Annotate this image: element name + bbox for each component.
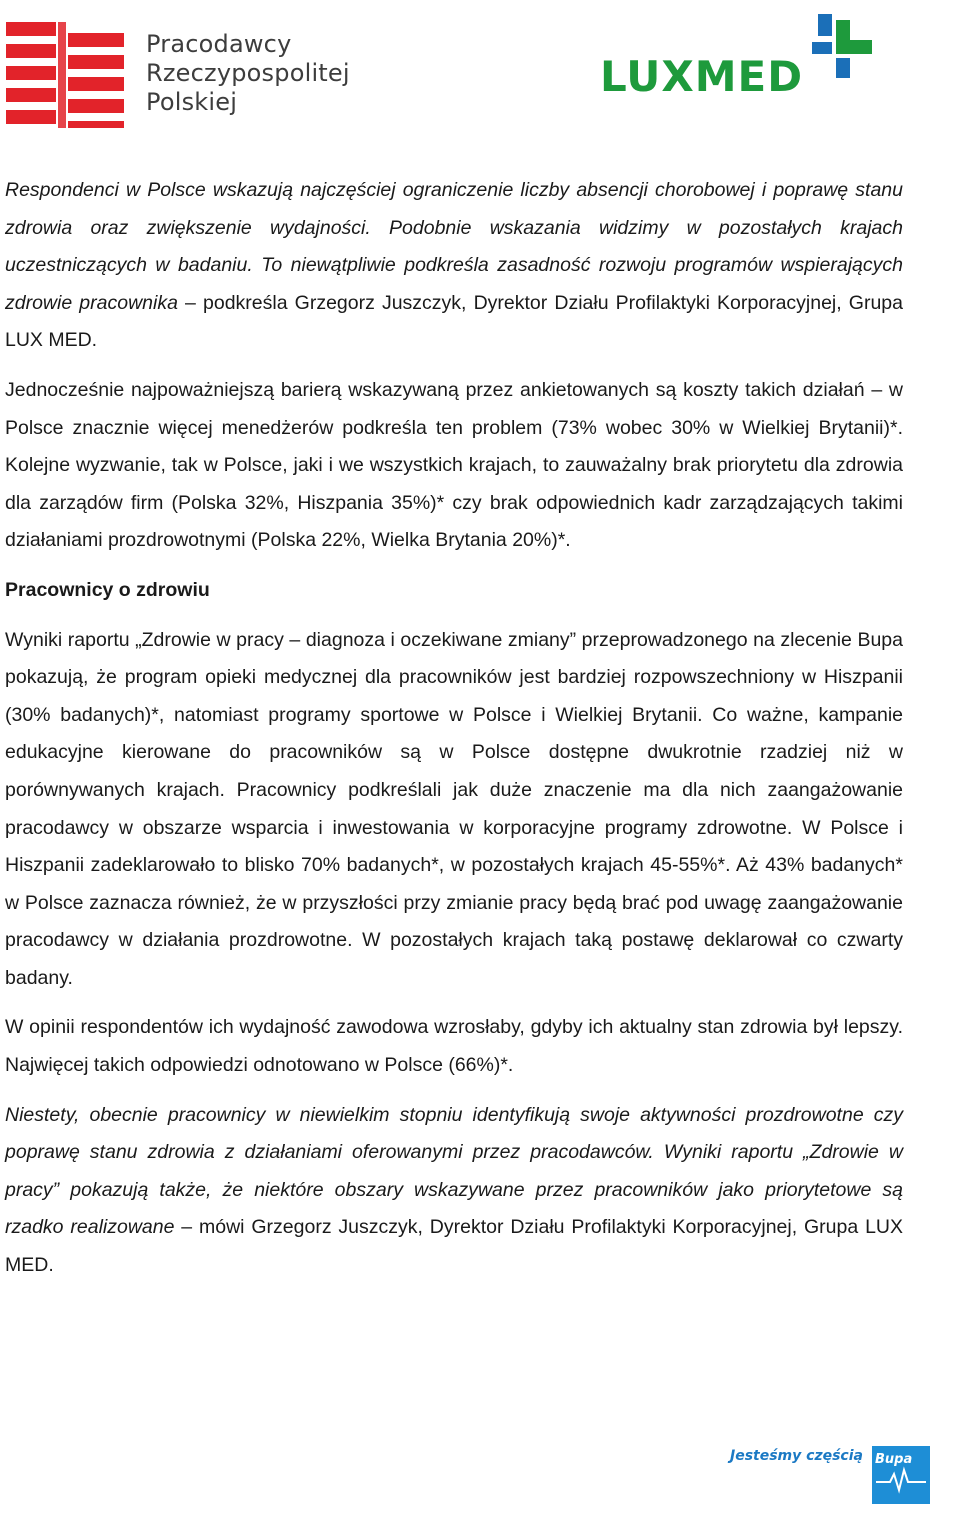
bupa-logo-text: Bupa xyxy=(875,1452,913,1467)
prp-logo xyxy=(6,22,366,132)
paragraph-barriers: Jednocześnie najpoważniejszą barierą wskazywaną przez ankietowanych są koszty takich działań – w Polsce znacznie więcej menedżerów podkreśla ten problem (73% wobec 30% w Wielkiej Brytanii)*. Kolejne wyzwanie, tak w Polsce, jaki i we wszystkich krajach, to zauważalny brak priorytetu dla zdrowia dla zarządów firm (Polska 32%, Hiszpania 35%)* czy brak odpowiednich kadr zarządzających takimi działaniami prozdrowotnymi (Polska 22%, Wielka Brytania 20%)*. xyxy=(5,378,903,552)
luxmed-cross-icon xyxy=(812,14,876,78)
paragraph-productivity: W opinii respondentów ich wydajność zawodowa wzrosłaby, gdyby ich aktualny stan zdrowia był lepszy. Najwięcej takich odpowiedzi odnotowano w Polsce (66%)*. xyxy=(5,1016,903,1077)
bupa-logo-box xyxy=(872,1446,930,1504)
prp-logo-text xyxy=(146,30,350,117)
luxmed-logo-text: LUXMED xyxy=(600,52,804,101)
bupa-badge xyxy=(730,1444,930,1506)
prp-logo-line-2: Rzeczypospolitej xyxy=(146,59,350,87)
heartbeat-icon xyxy=(872,1446,930,1504)
luxmed-logo xyxy=(600,14,890,100)
article-body xyxy=(5,172,903,1297)
paragraph-quote-2-attribution: – mówi Grzegorz Juszczyk, Dyrektor Działu Profilaktyki Korporacyjnej, Grupa LUX MED. xyxy=(5,1216,903,1277)
paragraph-quote-2 xyxy=(5,1097,903,1285)
paragraph-quote-2-italic: Niestety, obecnie pracownicy w niewielkim stopniu identyfikują swoje aktywności prozdrowotne czy poprawę stanu zdrowia z działaniami oferowanymi przez pracodawców. Wyniki raportu „Zdrowie w pracy” pokazują także, że niektóre obszary wskazywane przez pracowników jako priorytetowe są rzadko realizowane xyxy=(5,1103,903,1239)
paragraph-quote-1-attribution: – podkreśla Grzegorz Juszczyk, Dyrektor Działu Profilaktyki Korporacyjnej, Grupa LUX MED. xyxy=(5,291,903,352)
prp-flag-icon xyxy=(6,22,124,128)
paragraph-quote-1 xyxy=(5,172,903,360)
prp-logo-line-1: Pracodawcy xyxy=(146,30,292,58)
prp-logo-line-3: Polskiej xyxy=(146,88,238,116)
bupa-slogan: Jesteśmy częścią xyxy=(730,1448,863,1464)
paragraph-quote-1-italic: Respondenci w Polsce wskazują najczęściej ograniczenie liczby absencji chorobowej i poprawę stanu zdrowia oraz zwiększenie wydajności. Podobnie wskazania widzimy w pozostałych krajach uczestniczących w badaniu. To niewątpliwie podkreśla zasadność rozwoju programów wspierających zdrowie pracownika xyxy=(5,179,903,314)
section-heading: Pracownicy o zdrowiu xyxy=(5,578,210,601)
paragraph-report: Wyniki raportu „Zdrowie w pracy – diagnoza i oczekiwane zmiany” przeprowadzonego na zlecenie Bupa pokazują, że program opieki medycznej dla pracowników jest bardziej rozpowszechniony w Hiszpanii (30% badanych)*, natomiast programy sportowe w Polsce i Wielkiej Brytanii. Co ważne, kampanie edukacyjne kierowane do pracowników są w Polsce dostępne dwukrotnie rzadziej niż w porównywanych krajach. Pracownicy podkreślali jak duże znaczenie ma dla nich zaangażowanie pracodawcy w obszarze wsparcia i inwestowania w korporacyjne programy zdrowotne. W Polsce i Hiszpanii zadeklarowało to blisko 70% badanych*, w pozostałych krajach 45-55%*. Aż 43% badanych* w Polsce zaznacza również, że w przyszłości przy zmianie pracy będą brać pod uwagę zaangażowanie pracodawcy w działania prozdrowotne. W pozostałych krajach taką postawę deklarował co czwarty badany. xyxy=(5,628,903,989)
